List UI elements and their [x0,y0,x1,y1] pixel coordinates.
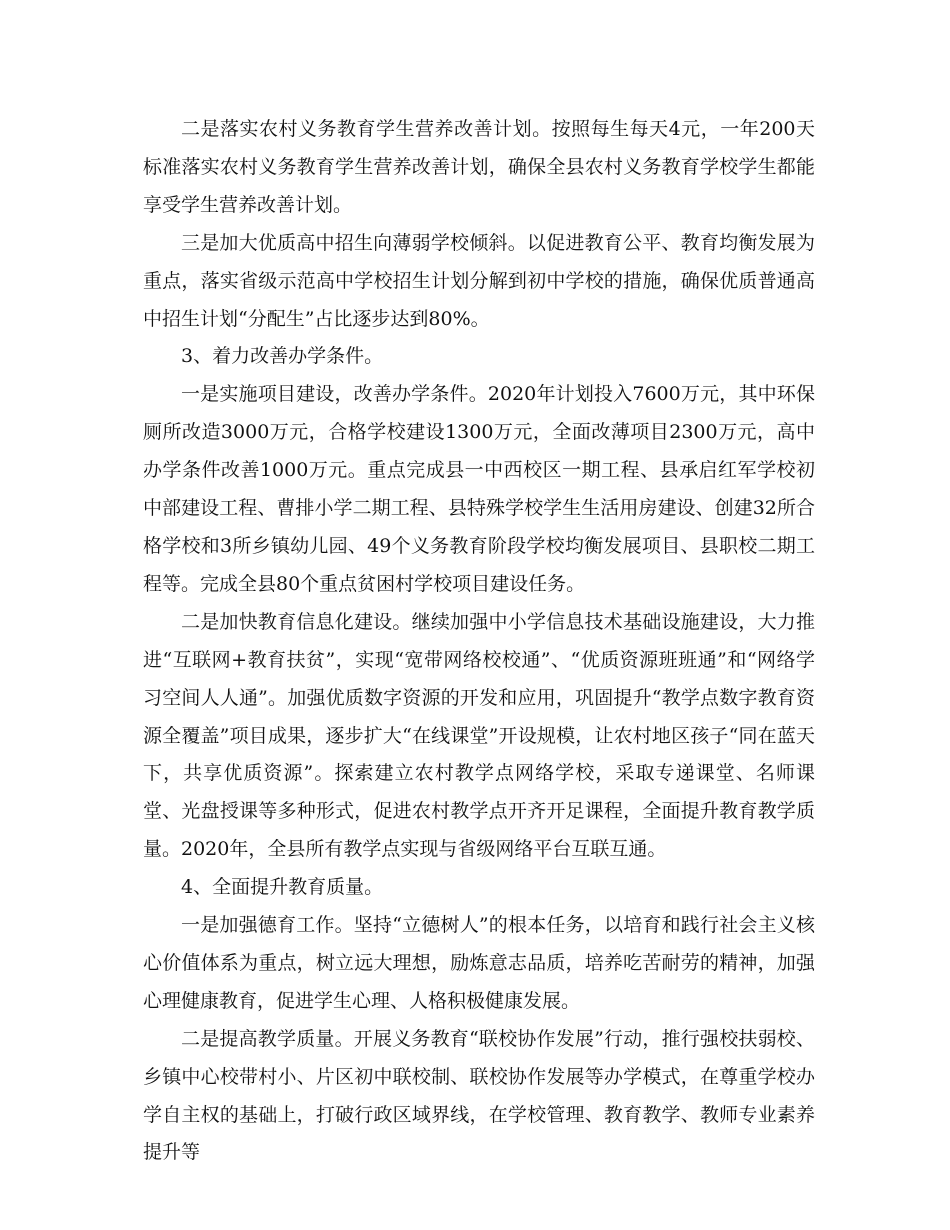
paragraph-project-construction: 一是实施项目建设，改善办学条件。2020年计划投入7600万元，其中环保厕所改造3000万元，合格学校建设1300万元，全面改薄项目2300万元，高中办学条件改善1000万元。重点完成县一中西校区一期工程、县承启红军学校初中部建设工程、曹排小学二期工程、县特殊学校学生生活用房建设、创建32所合格学校和3所乡镇幼儿园、49个义务教育阶段学校均衡发展项目、县职校二期工程等。完成全县80个重点贫困村学校项目建设任务。 [143,383,815,595]
section-heading-school-conditions: 3、着力改善办学条件。 [181,345,384,368]
paragraph-teaching-quality: 二是提高教学质量。开展义务教育“联校协作发展”行动，推行强校扶弱校、乡镇中心校带村小、片区初中联校制、联校协作发展等办学模式，在尊重学校办学自主权的基础上，打破行政区域界线，在学校管理、教育教学、教师专业素养提升等 [143,1027,815,1164]
section-heading-education-quality: 4、全面提升教育质量。 [181,876,384,899]
paragraph-informatization: 二是加快教育信息化建设。继续加强中小学信息技术基础设施建设，大力推进“互联网+教育扶贫”，实现“宽带网络校校通”、“优质资源班班通”和“网络学习空间人人通”。加强优质数字资源的开发和应用，巩固提升“教学点数字教育资源全覆盖”项目成果，逐步扩大“在线课堂”开设规模，让农村地区孩子“同在蓝天下，共享优质资源”。探索建立农村教学点网络学校，采取专递课堂、名师课堂、光盘授课等多种形式，促进农村教学点开齐开足课程，全面提升教育教学质量。2020年，全县所有教学点实现与省级网络平台互联互通。 [143,610,815,861]
document-body [143,111,815,1172]
paragraph-high-school-enrollment: 三是加大优质高中招生向薄弱学校倾斜。以促进教育公平、教育均衡发展为重点，落实省级示范高中学校招生计划分解到初中学校的措施，确保优质普通高中招生计划“分配生”占比逐步达到80%。 [143,231,815,330]
paragraph-moral-education: 一是加强德育工作。坚持“立德树人”的根本任务，以培育和践行社会主义核心价值体系为重点，树立远大理想，励炼意志品质，培养吃苦耐劳的精神，加强心理健康教育，促进学生心理、人格积极健康发展。 [143,914,815,1012]
paragraph-nutrition-plan: 二是落实农村义务教育学生营养改善计划。按照每生每天4元，一年200天标准落实农村义务教育学生营养改善计划，确保全县农村义务教育学校学生都能享受学生营养改善计划。 [143,118,815,216]
